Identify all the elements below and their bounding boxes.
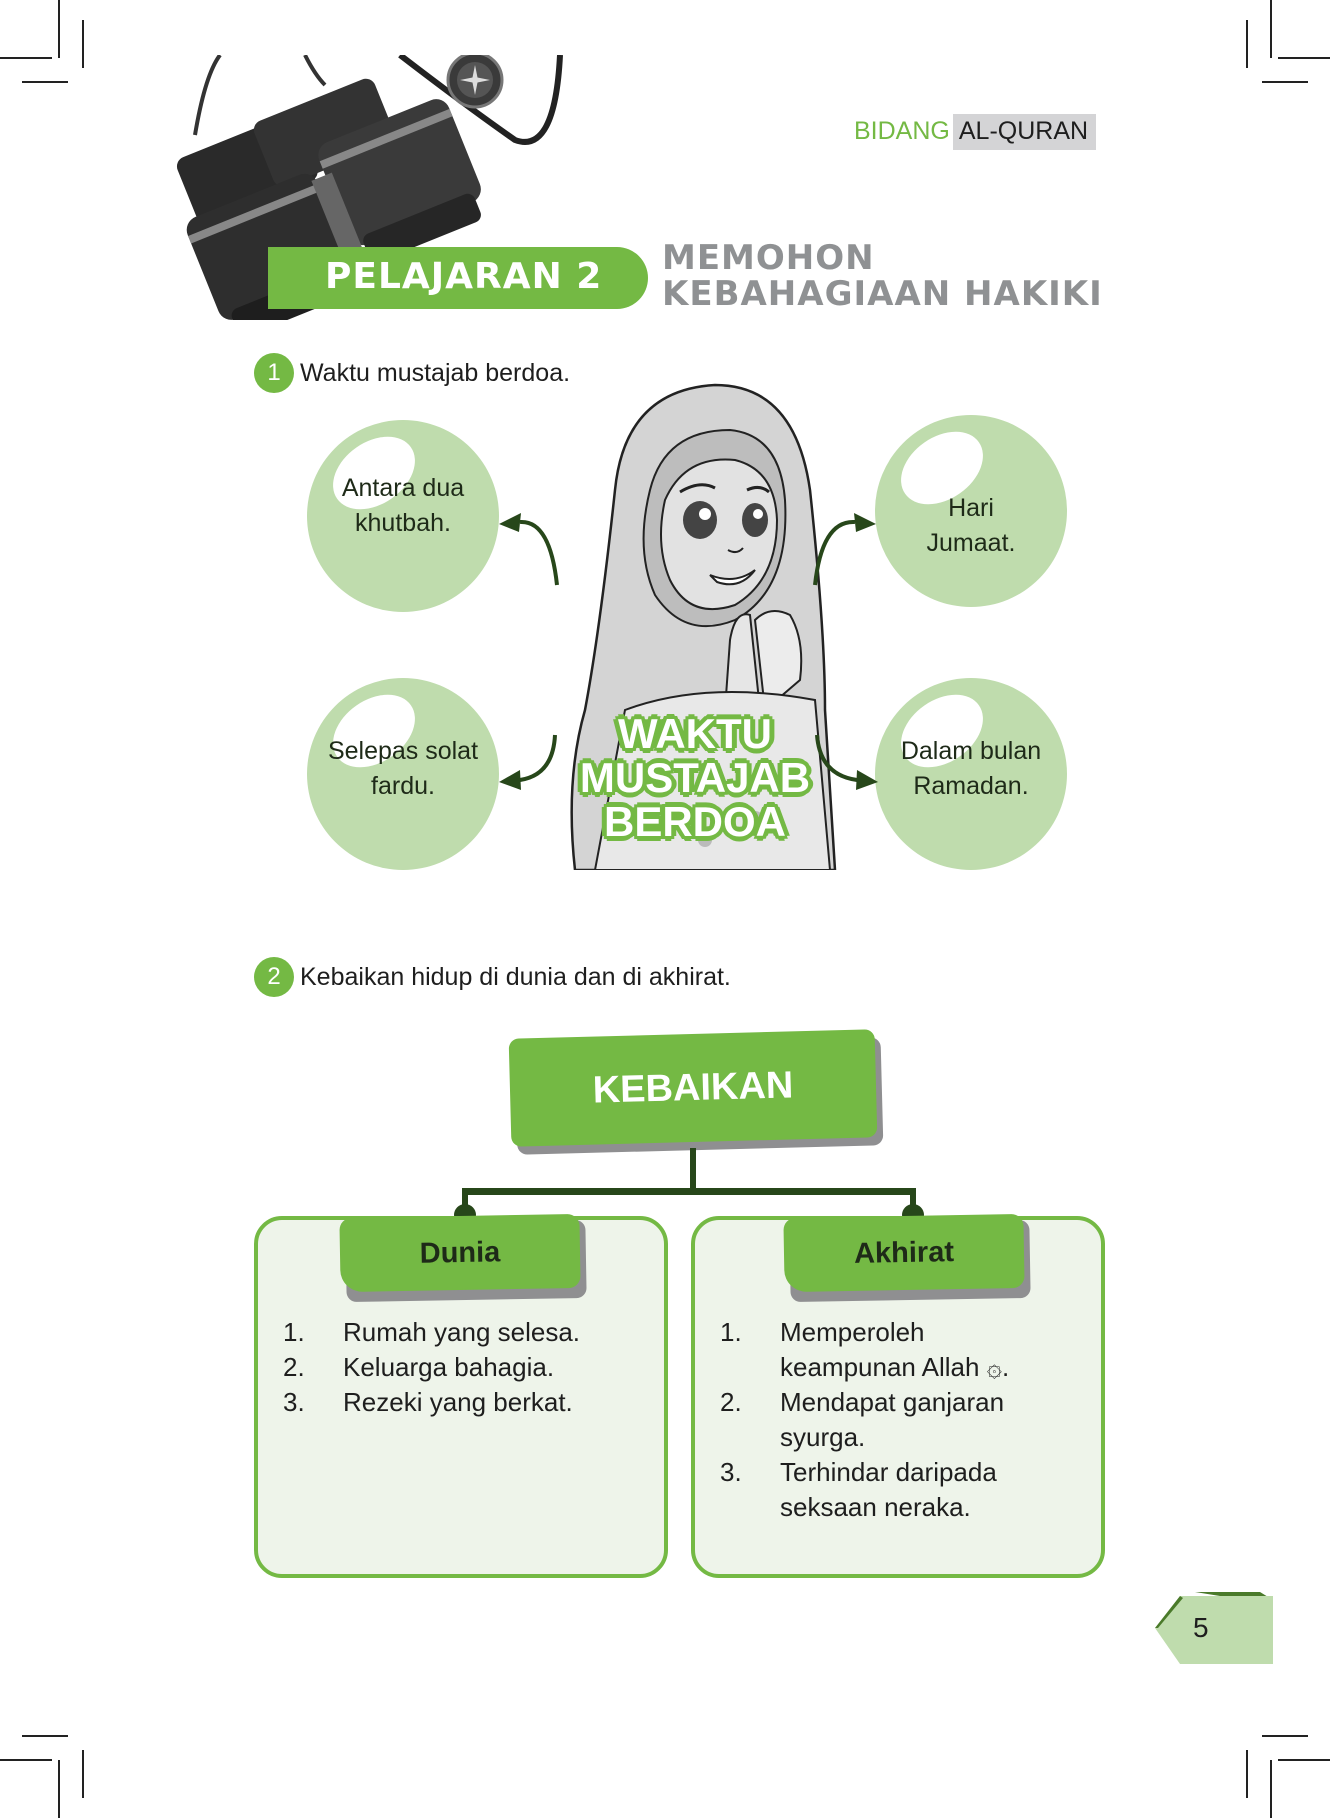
dunia-list [283, 1315, 580, 1420]
bubble-hari-jumaat [875, 415, 1067, 607]
bubble-selepas-solat-fardu [307, 678, 499, 870]
bubble-text-line1: Selepas solat [327, 737, 479, 765]
center-label-line2: MUSTAJAB [579, 754, 811, 801]
kebaikan-box: KEBAIKAN [509, 1029, 878, 1147]
crop-mark [1262, 81, 1308, 83]
crop-mark [22, 1735, 68, 1737]
akhirat-list [720, 1315, 1009, 1525]
akhirat-tab: Akhirat [783, 1214, 1024, 1292]
section-2-heading [254, 957, 731, 997]
crop-mark [0, 57, 52, 59]
list-item: 1. Memperoleh keampunan Allah ۞. [720, 1317, 1010, 1382]
crop-mark [58, 0, 60, 58]
crop-mark [1270, 0, 1272, 58]
page-number: 5 [1193, 1612, 1209, 1643]
lesson-title-line2: KEBAHAGIAAN HAKIKI [662, 274, 1103, 314]
bubble-text-line1: Dalam bulan [900, 737, 1042, 765]
connector-horizontal [462, 1188, 916, 1195]
bubble-text-line2: fardu. [371, 772, 435, 800]
list-item: 1. Rumah yang selesa. [283, 1317, 581, 1347]
list-item: 3. Terhindar daripada seksaan neraka. [720, 1457, 997, 1522]
arrow-to-hari-jumaat [810, 510, 880, 590]
bubble-text-line1: Hari [948, 494, 994, 522]
crop-mark [1278, 1759, 1330, 1761]
page-number-tab [1155, 1592, 1273, 1664]
crop-mark [1262, 1735, 1308, 1737]
bubble-text-line2: Ramadan. [913, 772, 1029, 800]
section-1-title: Waktu mustajab berdoa. [300, 358, 571, 387]
crop-mark [82, 1750, 84, 1798]
section-number-badge: 2 [254, 957, 294, 997]
connector-vertical [690, 1148, 696, 1190]
bubble-dalam-bulan-ramadan [875, 678, 1067, 870]
arrow-to-selepas-solat-fardu [495, 730, 565, 790]
crop-mark [1270, 1760, 1272, 1818]
crop-mark [0, 1759, 52, 1761]
bubble-antara-dua-khutbah [307, 420, 499, 612]
list-item: 3. Rezeki yang berkat. [283, 1387, 573, 1417]
crop-mark [58, 1760, 60, 1818]
dunia-tab: Dunia [339, 1214, 580, 1292]
subject-name: AL-QURAN [953, 114, 1096, 150]
lesson-title-line1: MEMOHON [662, 238, 875, 278]
crop-mark [1246, 1750, 1248, 1798]
subject-tag [854, 114, 1096, 150]
section-2-title: Kebaikan hidup di dunia dan di akhirat. [300, 962, 731, 991]
crop-mark [82, 20, 84, 68]
bubble-text-line1: Antara dua [341, 474, 465, 502]
section-1-heading [254, 353, 570, 393]
section-number-badge: 1 [254, 353, 294, 393]
bubble-text-line2: Jumaat. [926, 529, 1016, 557]
waktu-mustajab-berdoa-label [560, 712, 830, 844]
arrow-to-antara-dua-khutbah [495, 510, 565, 590]
bubble-text-line2: khutbah. [355, 509, 451, 537]
list-item: 2. Mendapat ganjaran syurga. [720, 1387, 1005, 1452]
center-label-line1: WAKTU [618, 710, 772, 757]
subject-prefix: BIDANG [854, 117, 950, 145]
crop-mark [22, 81, 68, 83]
center-label-line3: BERDOA [603, 798, 786, 845]
crop-mark [1278, 57, 1330, 59]
crop-mark [1246, 20, 1248, 68]
list-item: 2. Keluarga bahagia. [283, 1352, 555, 1382]
lesson-label: PELAJARAN 2 [325, 256, 603, 297]
lesson-title [662, 240, 1103, 312]
